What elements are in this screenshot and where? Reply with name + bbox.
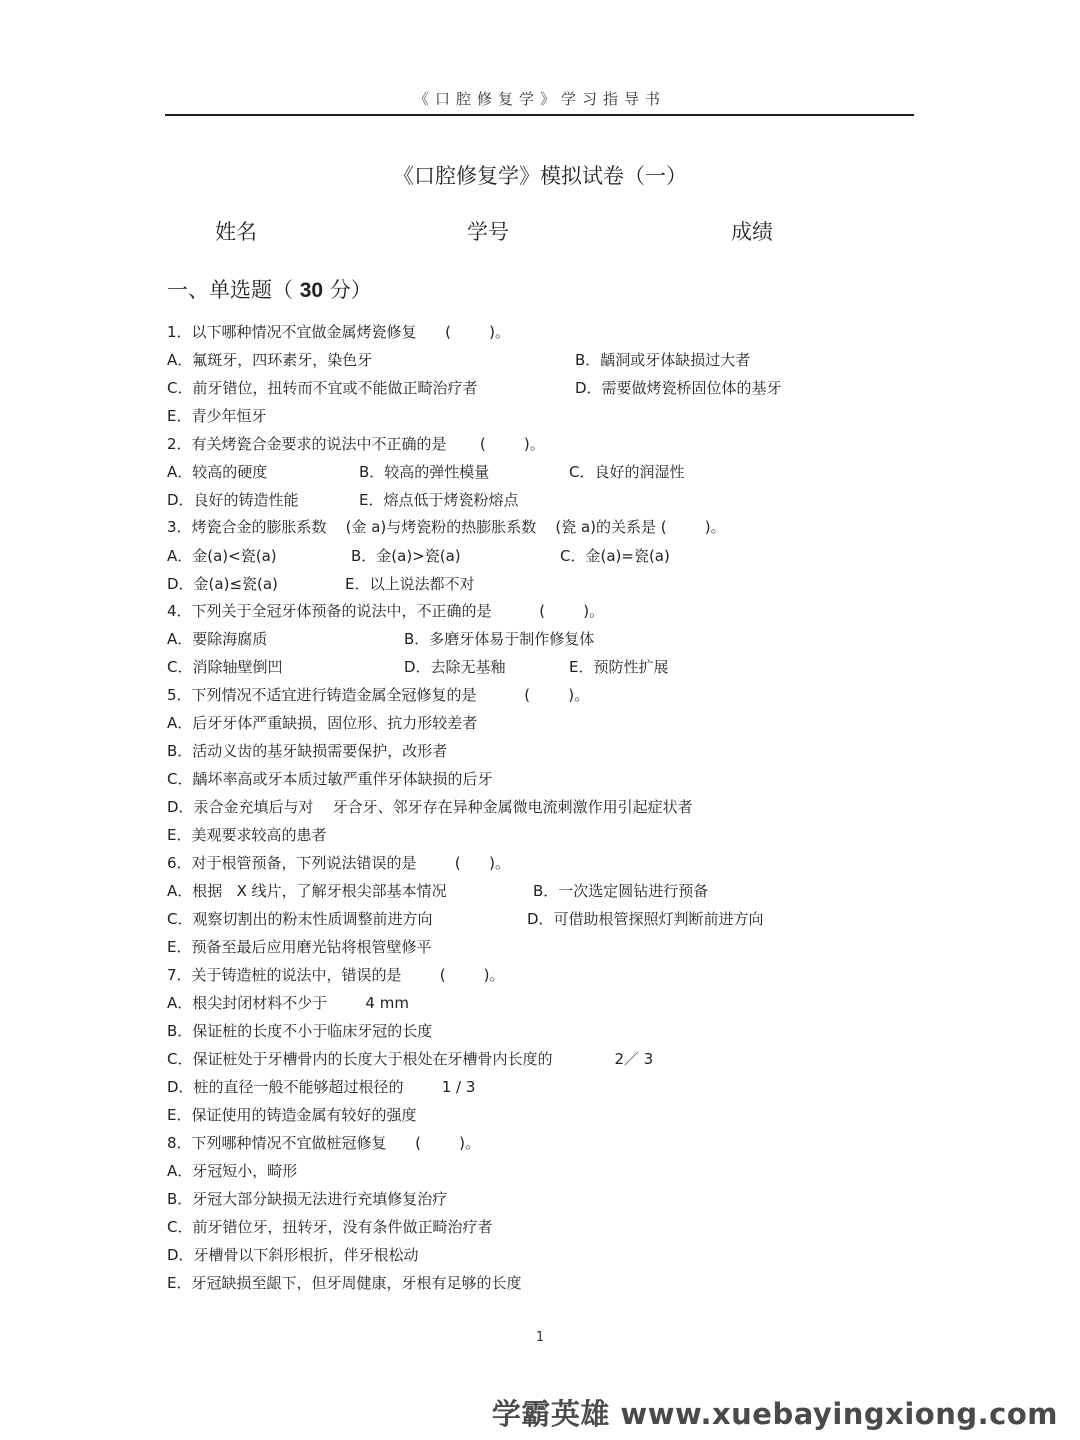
section-heading xyxy=(167,274,372,304)
question-line xyxy=(167,517,927,545)
option-text: B．金(a)>瓷(a) xyxy=(351,547,461,565)
question-line xyxy=(167,1245,927,1273)
watermark: 学霸英雄 www.xuebayingxiong.com xyxy=(491,1397,1058,1431)
option-text: E．以上说法都不对 xyxy=(345,575,475,593)
question-line xyxy=(167,1077,927,1105)
option-text: C．前牙错位牙，扭转牙，没有条件做正畸治疗者 xyxy=(167,1218,493,1236)
option-text: D．良好的铸造性能 xyxy=(167,491,299,509)
question-line xyxy=(167,965,927,993)
question-line xyxy=(167,378,927,406)
question-line xyxy=(167,713,927,741)
option-text: A．牙冠短小，畸形 xyxy=(167,1162,298,1180)
question-line xyxy=(167,909,927,937)
option-text: C．前牙错位，扭转而不宜或不能做正畸治疗者 xyxy=(167,379,478,397)
question-line xyxy=(167,1217,927,1245)
question-line xyxy=(167,462,927,490)
question-line xyxy=(167,406,927,434)
page-number: 1 xyxy=(535,1330,545,1345)
question-line xyxy=(167,769,927,797)
option-text: A．氟斑牙，四环素牙，染色牙 xyxy=(167,351,373,369)
question-line xyxy=(167,657,927,685)
option-text: E．预防性扩展 xyxy=(569,658,669,676)
question-line xyxy=(167,490,927,518)
option-text: D．汞合金充填后与对 牙合牙、邻牙存在异种金属微电流刺激作用引起症状者 xyxy=(167,798,693,816)
option-text: B．牙冠大部分缺损无法进行充填修复治疗 xyxy=(167,1190,448,1208)
option-text: B．保证桩的长度不小于临床牙冠的长度 xyxy=(167,1022,433,1040)
option-text: A．金(a)<瓷(a) xyxy=(167,547,277,565)
question-line xyxy=(167,1105,927,1133)
question-line xyxy=(167,350,927,378)
question-line xyxy=(167,1273,927,1301)
option-text: D．牙槽骨以下斜形根折，伴牙根松动 xyxy=(167,1246,419,1264)
option-text: D．可借助根管探照灯判断前进方向 xyxy=(527,910,764,928)
question-line xyxy=(167,797,927,825)
question-line xyxy=(167,601,927,629)
exam-title: 《口腔修复学》模拟试卷（一） xyxy=(393,164,687,188)
line-text: 5．下列情况不适宜进行铸造金属全冠修复的是 ( )。 xyxy=(167,686,590,704)
question-line xyxy=(167,1161,927,1189)
option-text: A．根据 X 线片，了解牙根尖部基本情况 xyxy=(167,882,447,900)
score-label: 成绩 xyxy=(731,220,773,244)
option-text: B．多磨牙体易于制作修复体 xyxy=(404,630,595,648)
option-text: C．良好的润湿性 xyxy=(569,463,685,481)
option-text: E．熔点低于烤瓷粉熔点 xyxy=(359,491,519,509)
option-text: E．美观要求较高的患者 xyxy=(167,826,327,844)
option-text: D．金(a)≤瓷(a) xyxy=(167,575,278,593)
question-line xyxy=(167,629,927,657)
option-text: C．金(a)=瓷(a) xyxy=(560,547,670,565)
question-line xyxy=(167,685,927,713)
option-text: E．牙冠缺损至龈下，但牙周健康，牙根有足够的长度 xyxy=(167,1274,522,1292)
option-text: C．龋坏率高或牙本质过敏严重伴牙体缺损的后牙 xyxy=(167,770,493,788)
header-rule xyxy=(165,114,914,116)
option-text: C．观察切割出的粉末性质调整前进方向 xyxy=(167,910,433,928)
question-line xyxy=(167,741,927,769)
option-text: A．较高的硬度 xyxy=(167,463,268,481)
option-text: E．保证使用的铸造金属有较好的强度 xyxy=(167,1106,417,1124)
option-text: E．预备至最后应用磨光钻将根管壁修平 xyxy=(167,938,432,956)
option-text: C．保证桩处于牙槽骨内的长度大于根处在牙槽骨内长度的 2／ 3 xyxy=(167,1050,654,1068)
option-text: C．消除轴壁倒凹 xyxy=(167,658,283,676)
line-text: 3．烤瓷合金的膨胀系数 (金 a)与烤瓷粉的热膨胀系数 (瓷 a)的关系是 ( )。 xyxy=(167,518,726,536)
question-line xyxy=(167,1133,927,1161)
option-text: D．去除无基釉 xyxy=(404,658,506,676)
line-text: 2．有关烤瓷合金要求的说法中不正确的是 ( )。 xyxy=(167,435,545,453)
question-line xyxy=(167,937,927,965)
section-points: 30 xyxy=(299,279,324,302)
question-line xyxy=(167,546,927,574)
option-text: D．桩的直径一般不能够超过根径的 1 / 3 xyxy=(167,1078,476,1096)
option-text: A．后牙牙体严重缺损，固位形、抗力形较差者 xyxy=(167,714,478,732)
line-text: 4．下列关于全冠牙体预备的说法中，不正确的是 ( )。 xyxy=(167,602,605,620)
option-text: D．需要做烤瓷桥固位体的基牙 xyxy=(575,379,782,397)
name-label: 姓名 xyxy=(215,220,257,244)
student-id-label: 学号 xyxy=(467,220,509,244)
line-text: 7．关于铸造桩的说法中，错误的是 ( )。 xyxy=(167,966,505,984)
question-line xyxy=(167,881,927,909)
running-header: 《口腔修复学》学习指导书 xyxy=(413,90,666,108)
option-text: E．青少年恒牙 xyxy=(167,407,267,425)
question-line xyxy=(167,1021,927,1049)
question-line xyxy=(167,993,927,1021)
line-text: 8．下列哪种情况不宜做桩冠修复 ( )。 xyxy=(167,1134,481,1152)
section-prefix: 一、单选题（ xyxy=(167,278,300,302)
option-text: B．活动义齿的基牙缺损需要保护，改形者 xyxy=(167,742,448,760)
option-text: B．一次选定圆钻进行预备 xyxy=(533,882,709,900)
question-line xyxy=(167,1049,927,1077)
question-line xyxy=(167,825,927,853)
question-line xyxy=(167,434,927,462)
option-text: B．较高的弹性模量 xyxy=(359,463,490,481)
option-text: B．龋洞或牙体缺损过大者 xyxy=(575,351,751,369)
question-line xyxy=(167,853,927,881)
option-text: A．要除海腐质 xyxy=(167,630,268,648)
line-text: 6．对于根管预备，下列说法错误的是 ( )。 xyxy=(167,854,511,872)
question-line xyxy=(167,574,927,602)
question-line xyxy=(167,1189,927,1217)
line-text: 1．以下哪种情况不宜做金属烤瓷修复 ( )。 xyxy=(167,323,511,341)
question-line xyxy=(167,322,927,350)
option-text: A．根尖封闭材料不少于 4 mm xyxy=(167,994,409,1012)
section-suffix: 分） xyxy=(323,278,372,302)
